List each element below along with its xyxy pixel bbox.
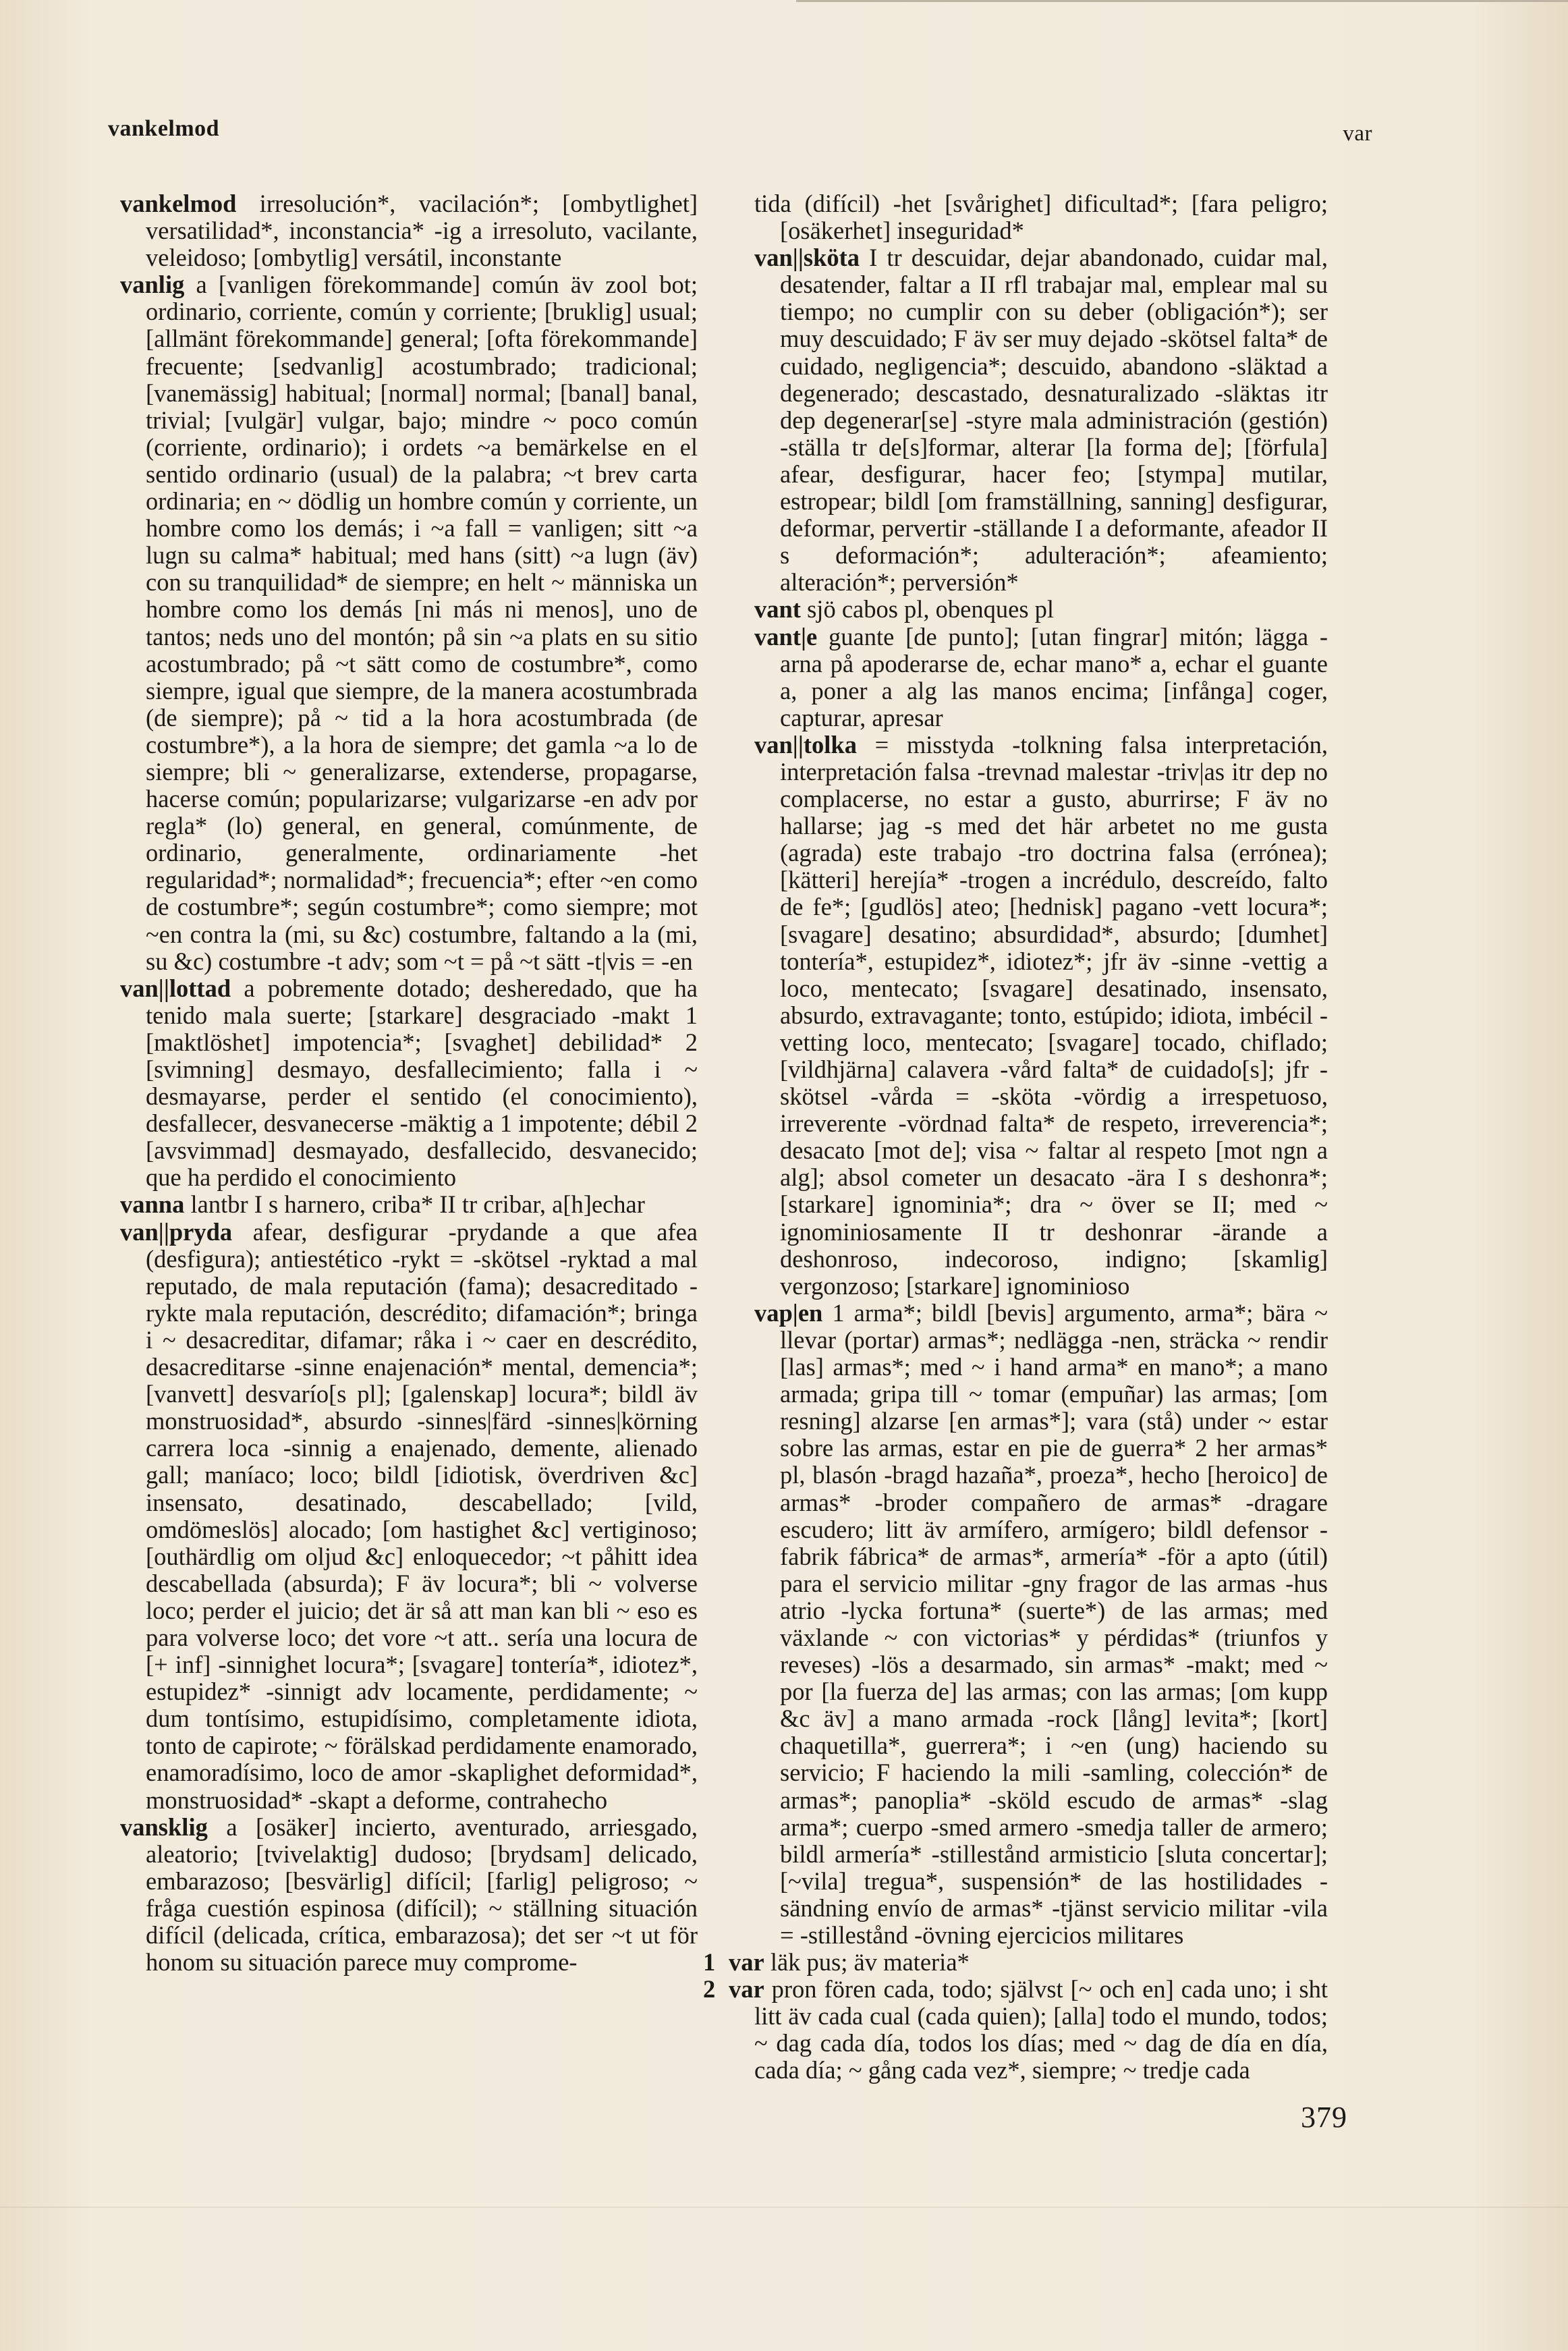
entry-definition: = misstyda -tolkning falsa interpretación, interpretación falsa -trevnad malestar -triv|as itr dep no complacerse, no estar a gusto, aburrirse; F äv no hallarse; jag -s med det här arbetet no me gusta (agrada) este trabajo -tro doctrina falsa (errónea); [kätteri] herejía* -trogen a incrédulo, descreído, falto de fe*; [gudlös] ateo; [hednisk] pagano -vett locura*; [svagare] desatino; absurdidad*, absurdo; [dumhet] tontería*, estupidez*, idiotez*; jfr äv -sinne -vettig a loco, mentecato; [svagare] desatinado, insensato, absurdo, extravagante; tonto, estúpido; idiota, imbécil -vetting loco, mentecato; [svagare] tocado, chiflado; [vildhjärna] calavera -vård falta* de cuidado[s]; jfr -skötsel -vårda = -sköta -vördig a irrespetuoso, irreverente -vördnad falta* de respeto, irreverencia*; desacato [mot de]; visa ~ faltar al respeto [mot ngn a alg]; absol cometer un desacato -ära I s deshonra*; [starkare] ignominia*; dra ~ över se II; med ~ ignominiosamente II tr deshonrar -ärande a deshonroso, indecoroso, indigno; [skamlig] vergonzoso; [starkare] ignominioso [780,730,1328,1300]
entry-definition: a [vanligen förekommande] común äv zool bot; ordinario, corriente, común y corriente; [bruklig] usual; [allmänt förekommande] general; [ofta förekommande] frecuente; [sedvanlig] acostumbrado; tradicional; [vanemässig] habitual; [normal] normal; [banal] banal, trivial; [vulgär] vulgar, bajo; mindre ~ poco común (corriente, ordinario); i ordets ~a bemärkelse en el sentido ordinario (usual) de la palabra; ~t brev carta ordinaria; en ~ dödlig un hombre común y corriente, un hombre como los demás; i ~a fall = vanligen; sitt ~a lugn su calma* habitual; med hans (sitt) ~a lugn (äv) con su tranquilidad* de siempre; en helt ~ människa un hombre como los demás [ni más ni menos], uno de tantos; neds uno del montón; på sin ~a plats en su sitio acostumbrado; på ~t sätt como de costumbre*, como siempre, igual que siempre, de la manera acostumbrada (de siempre); på ~ tid a la hora acostumbrada (de costumbre*), a la hora de siempre; det gamla ~a lo de siempre; bli ~ generalizarse, extenderse, propagarse, hacerse común; popularizarse; vulgarizarse -en adv por regla* (lo) general, en general, comúnmente, de ordinario, generalmente, ordinariamente -het regularidad*; normalidad*; frecuencia*; efter ~en como de costumbre*; según costumbre*; como siempre; mot ~en contra la (mi, su &c) costumbre, faltando a la (mi, su &c) costumbre -t adv; som ~t = på ~t sätt -t|vis = -en [146,271,698,975]
dictionary-entry [754,596,1328,623]
entry-definition: a pobremente dotado; desheredado, que ha tenido mala suerte; [starkare] desgraciado -makt 1 [maktlöshet] impotencia*; [svaghet] debilidad* 2 [svimning] desmayo, desfallecimiento; falla i ~ desmayarse, perder el sentido (el conocimiento), desfallecer, desvanecerse -mäktig a 1 impotente; débil 2 [avsvimmad] desmayado, desfallecido, desvanecido; que ha perdido el conocimiento [146,974,698,1192]
headword: var [729,1948,764,1976]
left-column [120,190,698,1976]
headword: vanlig [120,271,185,299]
dictionary-entry [754,731,1328,1300]
dictionary-entry [754,1300,1328,1949]
headword: vant [754,595,801,624]
headword: van||sköta [754,244,860,272]
entry-definition: sjö cabos pl, obenques pl [800,595,1055,624]
right-column [703,190,1328,2084]
entry-definition: läk pus; äv materia* [764,1948,970,1976]
dictionary-entry [120,190,698,271]
dictionary-entry [120,1814,698,1976]
entry-definition: tida (difícil) -het [svårighet] dificultad*; [fara peligro; [osäkerhet] inseguridad* [754,190,1328,245]
headword: van||pryda [120,1217,233,1246]
headword: var [729,1975,764,2003]
page-edge-line [796,0,1568,2]
dictionary-entry [120,271,698,974]
headword: van||tolka [754,730,857,758]
entry-definition: 1 arma*; bildl [bevis] argumento, arma*; bära ~ llevar (portar) armas*; nedlägga -nen, sträcka ~ rendir [las] armas*; med ~ i hand arma* en mano*; a mano armada; gripa till ~ tomar (empuñar) las armas; [om resning] alzarse [en armas*]; vara (stå) under ~ estar sobre las armas, estar en pie de guerra* 2 her armas* pl, blasón -bragd hazaña*, proeza*, hecho [heroico] de armas* -broder compañero de armas* -dragare escudero; litt äv armífero, armígero; bildl defensor -fabrik fábrica* de armas*, armería* -för a apto (útil) para el servicio militar -gny fragor de las armas -hus atrio -lycka fortuna* (suerte*) de las armas; med växlande ~ con victorias* y pérdidas* (triunfos y reveses) -lös a desarmado, sin armas* -makt; med ~ por [la fuerza de] las armas; con las armas; [om kupp &c äv] a mano armada -rock [lång] levita*; [kort] chaquetilla*, guerrera*; i ~en (ung) haciendo su servicio; F haciendo la mili -samling, colección* de armas*; panoplia* -sköld escudo de armas* -slag arma*; cuerpo -smed armero -smedja taller de armero; bildl armería* -stillestånd armisticio [sluta concertar]; [~vila] tregua*, suspensión* de las hostilidades -sändning envío de armas* -tjänst servicio militar -vila = -stillestånd -övning ejercicios militares [780,1298,1328,1949]
dictionary-entry: 1 var läk pus; äv materia* [703,1948,970,1976]
headword: vanna [120,1190,185,1219]
page-number: 379 [1301,2101,1347,2134]
headword: van||lottad [120,974,231,1002]
entry-definition: guante [de punto]; [utan fingrar] mitón; lägga -arna på apoderarse de, echar mano* a, echar el guante a, poner a alg las manos encima; [infånga] coger, capturar, apresar [780,622,1328,731]
dictionary-entry [120,1191,698,1218]
right-guide-word: var [1343,121,1372,146]
left-guide-word: vankelmod [108,116,220,141]
entry-definition: pron fören cada, todo; självst [~ och en] cada uno; i sht litt äv cada cual (cada quien); [alla] todo el mundo, todos; ~ dag cada día, todos los días; med ~ dag de día en día, cada día; ~ gång cada vez*, siempre; ~ tredje cada [754,1975,1328,2084]
entry-definition: lantbr I s harnero, criba* II tr cribar, a[h]echar [184,1190,645,1219]
entry-definition: a [osäker] incierto, aventurado, arriesgado, aleatorio; [tvivelaktig] dudoso; [brydsam] delicado, embarazoso; [besvärlig] difícil; [farlig] peligroso; ~ fråga cuestión espinosa (difícil); ~ ställning situación difícil (delicada, crítica, embarazosa); det ser ~t ut för honom su situación parece muy comprome- [146,1813,698,1976]
headword: vant|e [754,622,818,651]
dictionary-entry [754,190,1328,244]
entry-definition: irresolución*, vacilación*; [ombytlighet] versatilidad*, inconstancia* -ig a irresoluto, vacilante, veleidoso; [ombytlig] versátil, inconstante [146,190,698,272]
headword: vansklig [120,1813,208,1841]
headword: vap|en [754,1298,823,1327]
dictionary-entry [754,624,1328,731]
dictionary-entry: 2 var pron fören cada, todo; självst [~ och en] cada uno; i sht litt äv cada cual (cada quien); [alla] todo el mundo, todos; ~ dag cada día, todos los días; med ~ dag de día en día, cada día; ~ gång cada vez*, siempre; ~ tredje cada [703,1975,1328,2084]
paper-fold [0,2207,1568,2208]
dictionary-entry [754,244,1328,596]
dictionary-entry [120,975,698,1192]
entry-definition: I tr descuidar, dejar abandonado, cuidar mal, desatender, faltar a II rfl trabajar mal, emplear mal su tiempo; no cumplir con su deber (obligación*); ser muy descuidado; F äv ser muy dejado -skötsel falta* de cuidado, negligencia*; descuido, abandono -släktad a degenerado; descastado, desnaturalizado -släktas itr dep degenerar[se] -styre mala administración (gestión) -ställa tr de[s]formar, alterar [la forma de]; [förfula] afear, desfigurar, hacer feo; [stympa] mutilar, estropear; bildl [om framställning, sanning] desfigurar, deformar, pervertir -ställande I a deformante, afeador II s deformación*; adulteración*; afeamiento; alteración*; perversión* [780,244,1328,597]
headword: vankelmod [120,190,237,217]
entry-definition: afear, desfigurar -prydande a que afea (desfigura); antiestético -rykt = -skötsel -ryktad a mal reputado, de mala reputación (fama); desacreditado -rykte mala reputación, descrédito; difamación*; bringa i ~ desacreditar, difamar; råka i ~ caer en descrédito, desacreditarse -sinne enajenación* mental, demencia*; [vanvett] desvarío[s pl]; [galenskap] locura*; bildl äv monstruosidad*, absurdo -sinnes|färd -sinnes|körning carrera loca -sinnig a enajenado, demente, alienado gall; maníaco; loco; bildl [idiotisk, överdriven &c] insensato, desatinado, descabellado; [vild, omdömeslös] alocado; [om hastighet &c] vertiginoso; [outhärdlig om oljud &c] enloquecedor; ~t påhitt idea descabellada (absurda); F äv locura*; bli ~ volverse loco; perder el juicio; det är så att man kan bli ~ eso es para volverse loco; det vore ~t att.. sería una locura de [+ inf] -sinnighet locura*; [svagare] tontería*, idiotez*, estupidez* -sinnigt adv locamente, perdidamente; ~ dum tontísimo, estupidísimo, completamente idiota, tonto de capirote; ~ förälskad perdidamente enamorado, enamoradísimo, loco de amor -skaplighet deformidad*, monstruosidad* -skapt a deforme, contrahecho [146,1217,698,1814]
dictionary-entry [120,1219,698,1814]
